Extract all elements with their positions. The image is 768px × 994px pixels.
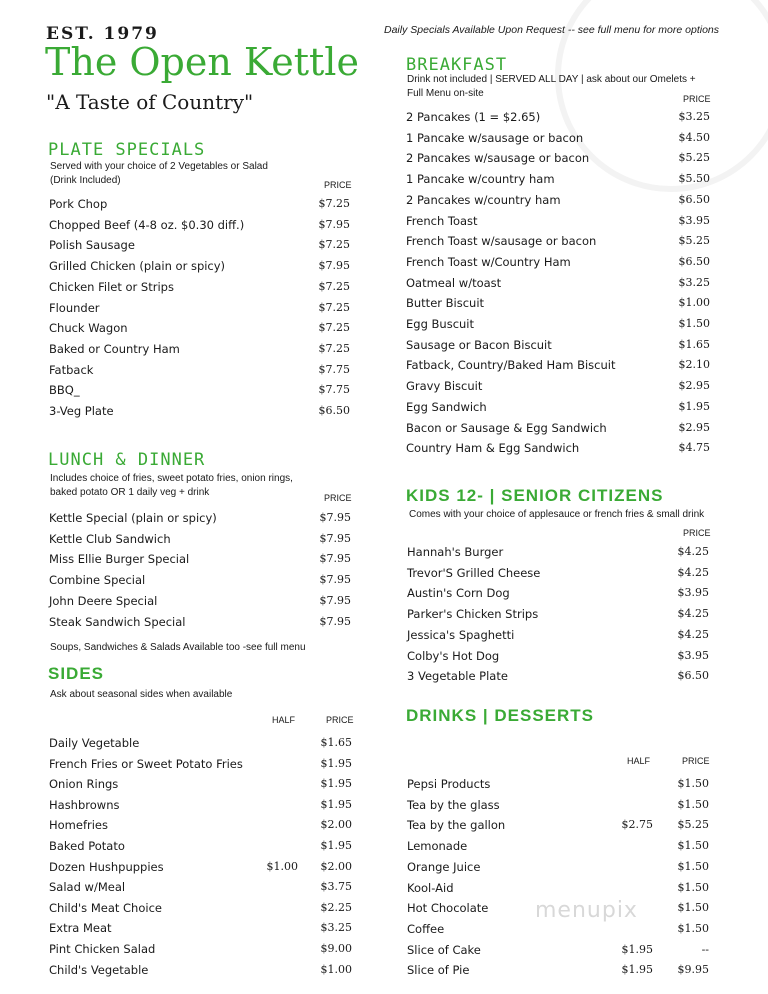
menu-item-price: $2.00 (320, 818, 352, 832)
plate-specials-title: PLATE SPECIALS (48, 140, 206, 160)
menu-item-price: $7.75 (318, 383, 350, 397)
menu-item-price: $1.95 (320, 797, 352, 811)
menu-item-price: $7.25 (318, 238, 350, 252)
menu-item-name: Homefries (49, 818, 108, 833)
menu-item-price: $9.00 (320, 942, 352, 955)
menu-item-name: Chicken Filet or Strips (49, 279, 174, 294)
menu-item-name: Flounder (49, 300, 100, 315)
menu-item-name: Fatback (49, 362, 94, 377)
menu-item-price: $7.95 (318, 217, 350, 231)
menu-item-name: Pork Chop (49, 197, 108, 211)
sides-title: SIDES (48, 664, 105, 683)
menu-item-name: Hannah's Burger (407, 545, 504, 559)
menu-item-price: $1.50 (678, 317, 710, 330)
menu-item-name: Kettle Club Sandwich (49, 531, 171, 546)
menu-item-price: $2.00 (320, 859, 352, 873)
menu-item-half-price: $2.75 (621, 818, 653, 832)
menu-item-name: Slice of Cake (407, 942, 481, 957)
menu-item-name: Fatback, Country/Baked Ham Biscuit (406, 358, 616, 373)
menu-item-price: $4.25 (677, 565, 709, 579)
menu-item-price: $3.75 (320, 880, 352, 894)
menu-item-name: Dozen Hushpuppies (49, 859, 164, 874)
menu-item-name: Slice of Pie (407, 963, 470, 978)
menu-item-price: $7.95 (319, 593, 351, 607)
menu-item-price: $1.50 (677, 901, 709, 915)
menu-item-name: Daily Vegetable (49, 736, 140, 750)
menu-item-name: Parker's Chicken Strips (407, 607, 539, 622)
menu-item-name: Miss Ellie Burger Special (49, 552, 190, 567)
sides-note: Ask about seasonal sides when available (50, 689, 233, 700)
menu-item-price: $3.25 (678, 110, 710, 123)
menu-item-name: Colby's Hot Dog (407, 648, 500, 663)
menu-item-price: $7.25 (318, 341, 350, 355)
menu-item-price: $1.50 (677, 921, 709, 935)
menu-item-name: 2 Pancakes w/sausage or bacon (406, 151, 590, 166)
menu-item-name: Austin's Corn Dog (407, 586, 510, 601)
menu-item-name: Polish Sausage (49, 238, 135, 253)
menu-item-name: 2 Pancakes w/country ham (406, 192, 561, 207)
menu-item-name: Steak Sandwich Special (49, 614, 186, 629)
kids-note: Comes with your choice of applesauce or french fries & small drink (409, 509, 705, 520)
menu-item-price: $7.25 (318, 197, 350, 210)
menu-item-price: $4.25 (677, 545, 709, 558)
menu-item-name: 3-Veg Plate (49, 404, 114, 418)
menu-item-price: $1.95 (678, 399, 710, 413)
menu-item-price: $6.50 (678, 254, 710, 268)
menu-item-price: $1.65 (678, 337, 710, 351)
menu-item-price: $7.95 (318, 259, 350, 273)
breakfast-note: Drink not included | SERVED ALL DAY | ask about our Omelets + Full Menu on-site (407, 74, 696, 99)
menu-item-price: $2.95 (678, 379, 710, 393)
menu-item-name: Sausage or Bacon Biscuit (406, 337, 552, 352)
menu-item-name: Gravy Biscuit (406, 379, 483, 394)
est-year: EST. 1979 (46, 24, 159, 44)
menu-item-price: $1.65 (320, 736, 352, 749)
menu-item-name: Egg Buscuit (406, 317, 475, 331)
menu-item-name: Kettle Special (plain or spicy) (49, 511, 217, 525)
menu-item-price: $5.25 (678, 234, 710, 248)
menu-item-name: Onion Rings (49, 777, 119, 792)
menu-item-name: French Toast w/sausage or bacon (406, 234, 597, 249)
menu-item-name: 2 Pancakes (1 = $2.65) (406, 110, 541, 124)
menu-item-price: -- (701, 942, 709, 956)
menu-item-name: Salad w/Meal (49, 880, 126, 895)
menu-item-name: Combine Special (49, 573, 146, 588)
menu-item-price: $1.50 (677, 880, 709, 894)
menu-item-price: $7.95 (319, 552, 351, 566)
restaurant-name: The Open Kettle (45, 40, 359, 84)
breakfast-price-header: PRICE (683, 94, 711, 104)
menu-item-name: BBQ_ (49, 383, 80, 398)
menu-item-name: Chuck Wagon (49, 321, 128, 336)
menu-item-price: $7.75 (318, 362, 350, 376)
menu-item-price: $1.50 (677, 859, 709, 873)
menu-item-price: $4.25 (677, 607, 709, 621)
menu-item-name: Grilled Chicken (plain or spicy) (49, 259, 226, 274)
menu-item-price: $1.95 (320, 839, 352, 852)
menu-item-price: $2.95 (678, 420, 710, 434)
menu-item-name: Child's Vegetable (49, 962, 149, 977)
breakfast-title: BREAKFAST (406, 55, 508, 75)
menu-item-price: $2.10 (678, 358, 710, 372)
menu-item-name: Hot Chocolate (407, 901, 489, 916)
menu-item-name: Butter Biscuit (406, 296, 485, 311)
menu-item-price: $7.95 (319, 573, 351, 587)
menu-item-name: John Deere Special (49, 593, 158, 608)
menu-item-name: Hashbrowns (49, 797, 120, 812)
menu-item-name: Jessica's Spaghetti (407, 627, 515, 642)
lunch-dinner-footer-note: Soups, Sandwiches & Salads Available too -see full menu (50, 642, 306, 653)
menu-item-price: $3.25 (320, 921, 352, 935)
menu-item-price: $1.50 (677, 777, 709, 790)
menu-item-price: $3.25 (678, 275, 710, 289)
menu-item-name: French Toast (406, 213, 478, 228)
lunch-dinner-title: LUNCH & DINNER (48, 450, 206, 470)
menu-item-price: $4.25 (677, 627, 709, 641)
menu-item-price: $7.95 (319, 614, 351, 628)
menu-item-name: Tea by the gallon (407, 818, 506, 833)
menu-item-price: $4.50 (678, 130, 710, 144)
menu-item-name: Baked or Country Ham (49, 341, 180, 356)
menu-item-name: 3 Vegetable Plate (407, 669, 508, 684)
menu-item-name: Lemonade (407, 839, 468, 854)
menu-item-name: Pepsi Products (407, 777, 491, 791)
menu-item-price: $6.50 (677, 669, 709, 683)
menu-item-price: $1.50 (677, 839, 709, 853)
menu-item-price: $5.50 (678, 172, 710, 186)
menu-item-name: Baked Potato (49, 839, 125, 853)
menu-item-price: $5.25 (677, 818, 709, 832)
menu-item-price: $4.75 (678, 441, 710, 455)
menu-item-half-price: $1.95 (621, 942, 653, 956)
menu-item-name: Kool-Aid (407, 880, 454, 895)
menu-item-price: $3.95 (678, 213, 710, 227)
menu-item-name: French Fries or Sweet Potato Fries (49, 756, 243, 771)
menu-item-name: Coffee (407, 921, 445, 936)
plate-specials-note: Served with your choice of 2 Vegetables or Salad (Drink Included) (50, 161, 268, 186)
menu-item-price: $1.95 (320, 777, 352, 791)
menu-item-price: $6.50 (678, 192, 710, 206)
menu-item-name: Child's Meat Choice (49, 900, 162, 915)
drinks-title: DRINKS | DESSERTS (406, 706, 595, 725)
menu-item-name: Extra Meat (49, 921, 112, 936)
plate-specials-price-header: PRICE (324, 180, 352, 190)
menu-item-price: $3.95 (677, 648, 709, 662)
lunch-dinner-note: Includes choice of fries, sweet potato fries, onion rings, baked potato OR 1 daily veg + drink (50, 473, 293, 498)
menu-item-name: French Toast w/Country Ham (406, 254, 571, 269)
daily-specials-note: Daily Specials Available Upon Request -- see full menu for more options (384, 24, 720, 36)
menu-item-price: $5.25 (678, 151, 710, 165)
kids-title: KIDS 12- | SENIOR CITIZENS (406, 486, 664, 505)
kids-price-header: PRICE (683, 528, 711, 538)
menu-item-price: $3.95 (677, 586, 709, 600)
menu-item-price: $7.95 (319, 531, 351, 545)
menu-item-name: Oatmeal w/toast (406, 275, 502, 290)
menu-item-price: $1.00 (320, 962, 352, 976)
menu-item-price: $7.25 (318, 300, 350, 314)
tagline: "A Taste of Country" (46, 90, 254, 114)
menu-item-name: Country Ham & Egg Sandwich (406, 441, 580, 456)
menu-item-price: $1.00 (678, 296, 710, 310)
menu-item-name: Tea by the glass (407, 797, 500, 812)
menupix-watermark: menupix (535, 898, 638, 923)
sides-half-header: HALF (272, 715, 296, 725)
menu-item-half-price: $1.00 (266, 859, 298, 873)
menu-item-name: 1 Pancake w/sausage or bacon (406, 130, 584, 145)
menu-item-name: Chopped Beef (4-8 oz. $0.30 diff.) (49, 217, 245, 232)
menu-item-name: Bacon or Sausage & Egg Sandwich (406, 420, 607, 435)
menu-item-name: Orange Juice (407, 859, 481, 874)
menu-item-price: $7.95 (319, 511, 351, 524)
menu-item-price: $1.95 (320, 756, 352, 770)
menu-item-name: Pint Chicken Salad (49, 942, 156, 956)
menu-item-half-price: $1.95 (621, 963, 653, 977)
lunch-dinner-price-header: PRICE (324, 493, 352, 503)
drinks-price-header: PRICE (682, 756, 710, 766)
drinks-half-header: HALF (627, 756, 651, 766)
menu-item-price: $7.25 (318, 321, 350, 335)
menu-item-price: $7.25 (318, 279, 350, 293)
menu-item-price: $9.95 (677, 963, 709, 977)
menu-item-name: Trevor'S Grilled Cheese (407, 565, 541, 580)
menu-item-name: 1 Pancake w/country ham (406, 172, 555, 187)
menu-item-name: Egg Sandwich (406, 399, 487, 414)
menu-item-price: $2.25 (320, 900, 352, 914)
sides-price-header: PRICE (326, 715, 354, 725)
menu-item-price: $6.50 (318, 404, 350, 417)
menu-item-price: $1.50 (677, 797, 709, 811)
